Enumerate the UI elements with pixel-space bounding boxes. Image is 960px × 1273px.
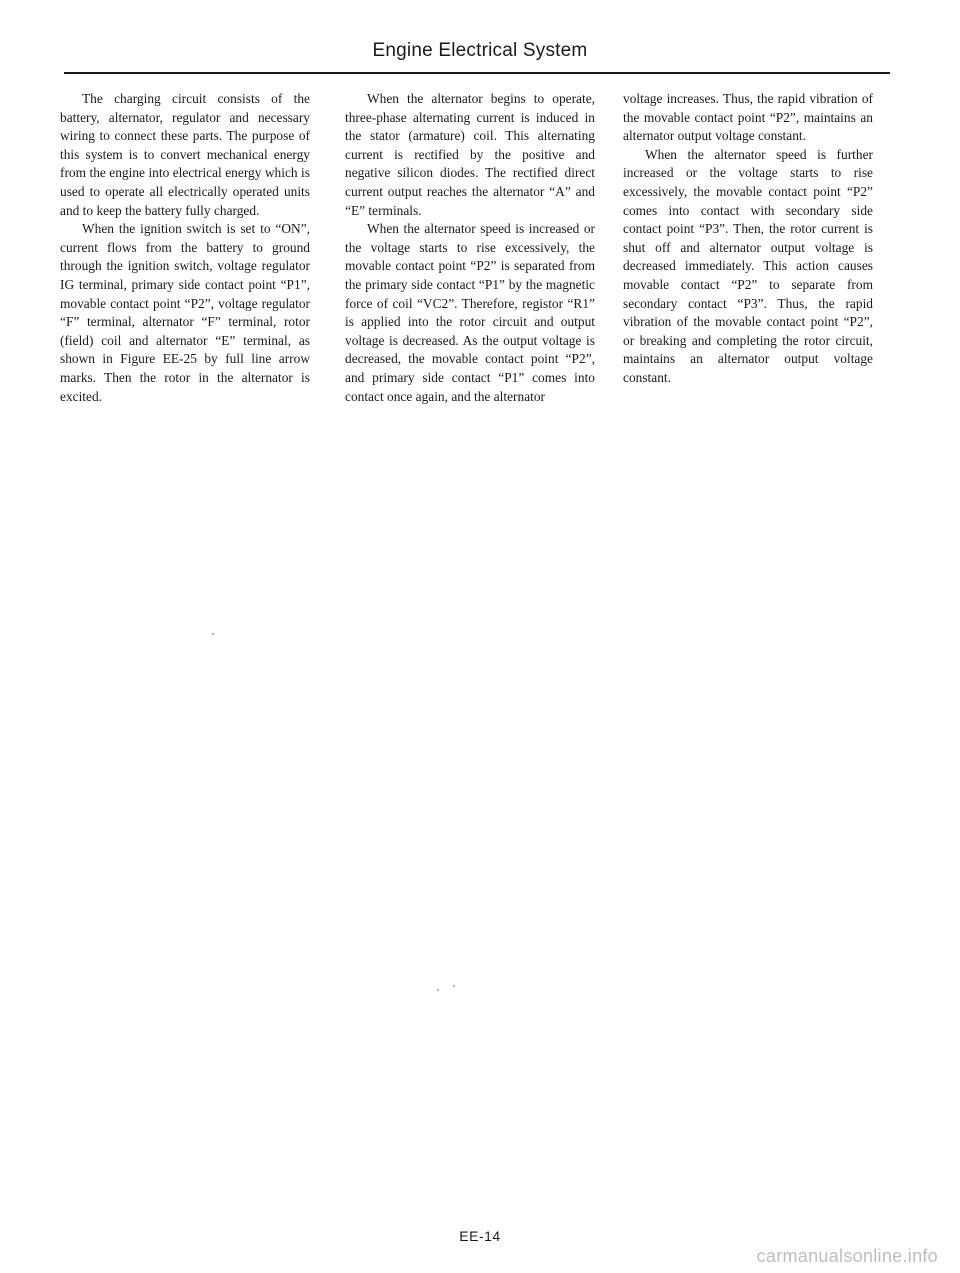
scan-speck [437, 989, 439, 991]
paragraph: voltage increases. Thus, the rapid vibration of the movable contact point “P2”, maintains an alternator output voltage constant. [623, 91, 873, 144]
header-rule [64, 72, 890, 74]
paragraph: When the alternator speed is increased or the voltage starts to rise excessively, the movable contact point “P2” is separated from the primary side contact “P1” by the magnetic force of coil “VC2”. Therefore, registor “R1” is applied into the rotor circuit and output voltage is decreased. As the output voltage is decreased, the movable contact point “P2”, and primary side contact “P1” comes into contact once again, and the alternator [345, 221, 595, 404]
page-number: EE-14 [459, 1228, 501, 1244]
watermark: carmanualsonline.info [756, 1246, 938, 1266]
paragraph: When the alternator begins to operate, three-phase alternating current is induced in the stator (armature) coil. This alternating current is rectified by the positive and negative silicon diodes. The rectified direct current output reaches the alternator “A” and “E” terminals. [345, 91, 595, 218]
text-column-3 [623, 90, 873, 388]
paragraph: When the alternator speed is further increased or the voltage starts to rise excessively, the movable contact point “P2” comes into contact with secondary side contact point “P3”. Then, the rotor current is shut off and alternator output voltage is decreased immediately. This action causes movable contact “P2” to separate from secondary contact “P3”. Thus, the rapid vibration of the movable contact point “P2”, or breaking and completing the rotor circuit, maintains an alternator output voltage constant. [623, 146, 873, 385]
text-column-1 [60, 90, 310, 406]
paragraph: The charging circuit consists of the battery, alternator, regulator and necessary wiring to connect these parts. The purpose of this system is to convert mechanical energy from the engine into electrical energy which is used to operate all electrically operated units and to keep the battery fully charged. [60, 91, 310, 218]
scan-speck [453, 985, 455, 987]
paragraph: When the ignition switch is set to “ON”, current flows from the battery to ground through the ignition switch, voltage regulator IG terminal, primary side contact point “P1”, movable contact point “P2”, voltage regulator “F” terminal, alternator “F” terminal, rotor (field) coil and alternator “E” terminal, as shown in Figure EE-25 by full line arrow marks. Then the rotor in the alternator is excited. [60, 221, 310, 404]
scan-speck [212, 633, 214, 635]
page-title: Engine Electrical System [372, 40, 588, 61]
text-column-2 [345, 90, 595, 406]
